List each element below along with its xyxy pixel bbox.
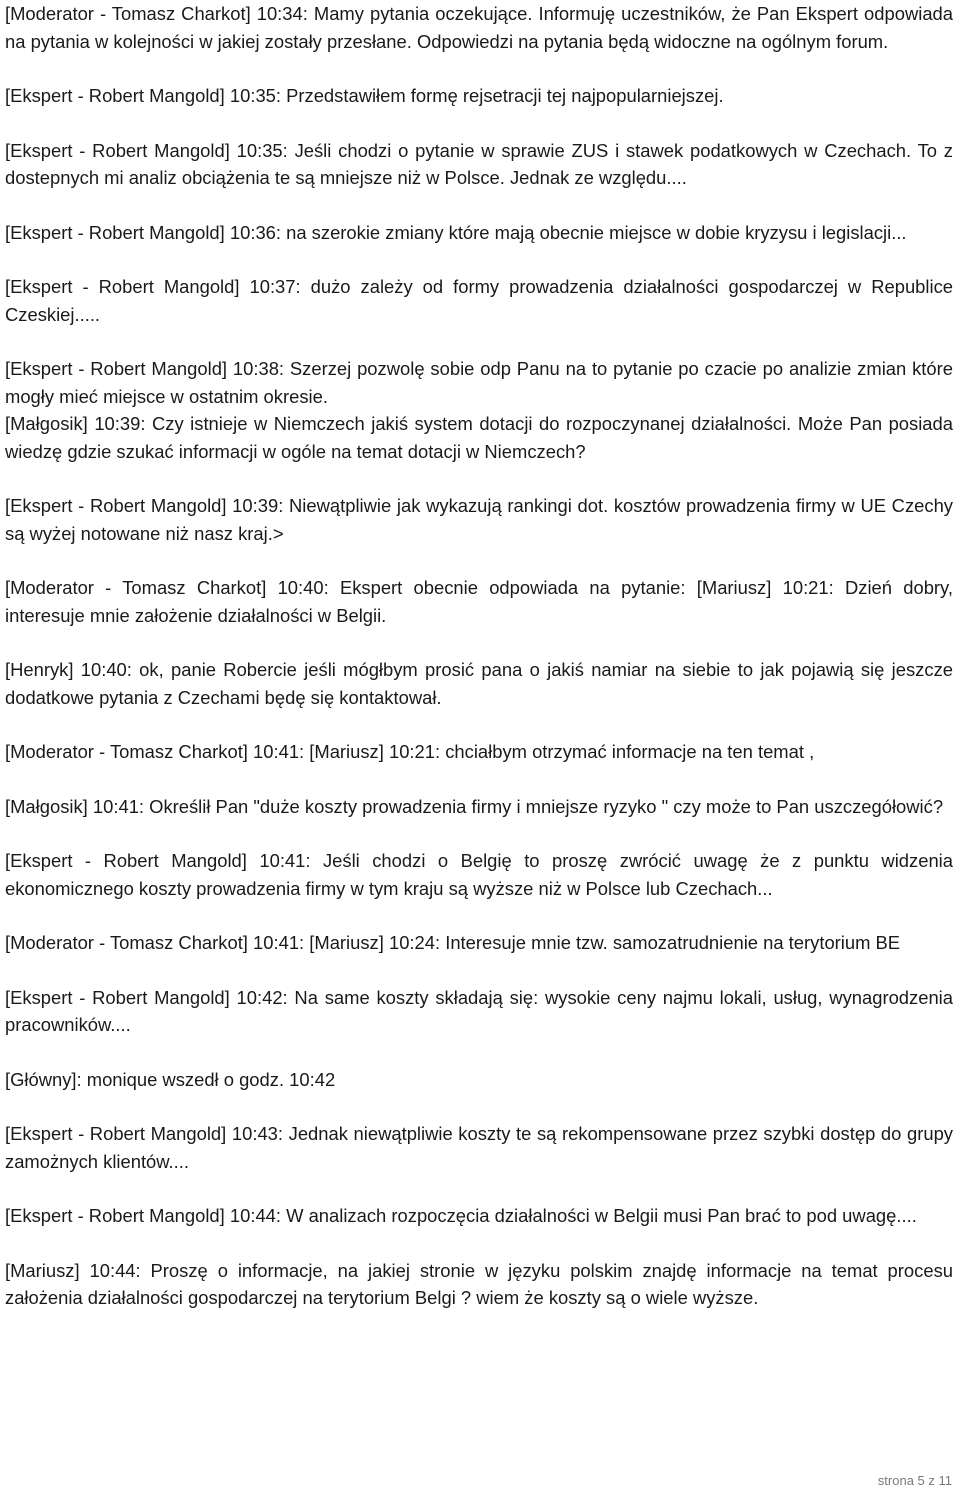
chat-entry: [Ekspert - Robert Mangold] 10:36: na szerokie zmiany które mają obecnie miejsce w dobie kryzysu i legislacji... xyxy=(5,221,907,243)
chat-entry: [Główny]: monique wszedł o godz. 10:42 xyxy=(5,1068,336,1090)
chat-entry: [Moderator - Tomasz Charkot] 10:40: Ekspert obecnie odpowiada na pytanie: [Mariusz] 10:21: Dzień dobry, interesuje mnie założenie działalności w Belgii. xyxy=(5,577,953,626)
page-number: strona 5 z 11 xyxy=(877,1473,952,1488)
chat-entry: [Moderator - Tomasz Charkot] 10:34: Mamy pytania oczekujące. Informuję uczestników, że Pan Ekspert odpowiada na pytania w kolejności w jakiej zostały przesłane. Odpowiedzi na pytania będą widoczne na ogólnym forum. xyxy=(5,3,953,52)
chat-entry: [Ekspert - Robert Mangold] 10:38: Szerzej pozwolę sobie odp Panu na to pytanie po czacie po analizie zmian które mogły mieć miejsce w ostatnim okresie. xyxy=(5,358,953,407)
chat-entry: [Małgosik] 10:39: Czy istnieje w Niemczech jakiś system dotacji do rozpoczynanej działalności. Może Pan posiada wiedzę gdzie szukać informacji w ogóle na temat dotacji w Niemczech? xyxy=(5,413,953,462)
chat-entry: [Moderator - Tomasz Charkot] 10:41: [Mariusz] 10:24: Interesuje mnie tzw. samozatrudnienie na terytorium BE xyxy=(5,932,901,953)
chat-entry: [Ekspert - Robert Mangold] 10:35: Jeśli chodzi o pytanie w sprawie ZUS i stawek podatkowych w Czechach. To z dostepnych mi analiz obciążenia te są mniejsze niż w Polsce. Jednak ze względu.... xyxy=(5,139,953,188)
chat-entry: [Ekspert - Robert Mangold] 10:37: dużo zależy od formy prowadzenia działalności gospodarczej w Republice Czeskiej..... xyxy=(5,276,953,325)
chat-entry: [Ekspert - Robert Mangold] 10:44: W analizach rozpoczęcia działalności w Belgii musi Pan brać to pod uwagę.... xyxy=(5,1205,917,1226)
chat-entry: [Henryk] 10:40: ok, panie Robercie jeśli mógłbym prosić pana o jakiś namiar na siebie to jak pojawią się jeszcze dodatkowe pytania z Czechami będę się kontaktował. xyxy=(5,659,953,708)
chat-entry: [Ekspert - Robert Mangold] 10:41: Jeśli chodzi o Belgię to proszę zwrócić uwagę że z punktu widzenia ekonomicznego koszty prowadzenia firmy w tym kraju są wyższe niż w Polsce lub Czechach... xyxy=(5,850,953,899)
chat-entry: [Małgosik] 10:41: Określił Pan "duże koszty prowadzenia firmy i mniejsze ryzyko " czy może to Pan uszczegółowić? xyxy=(5,795,944,817)
chat-entry: [Ekspert - Robert Mangold] 10:35: Przedstawiłem formę rejsetracji tej najpopularniejszej. xyxy=(5,85,724,106)
chat-entry: [Ekspert - Robert Mangold] 10:39: Niewątpliwie jak wykazują rankingi dot. kosztów prowadzenia firmy w UE Czechy są wyżej notowane niż nasz kraj.> xyxy=(5,495,953,544)
chat-entry: [Moderator - Tomasz Charkot] 10:41: [Mariusz] 10:21: chciałbym otrzymać informacje na ten temat , xyxy=(5,741,815,762)
chat-entry: [Ekspert - Robert Mangold] 10:43: Jednak niewątpliwie koszty te są rekompensowane przez szybki dostęp do grupy zamożnych klientów.... xyxy=(5,1123,953,1172)
chat-entry: [Mariusz] 10:44: Proszę o informacje, na jakiej stronie w języku polskim znajdę informacje na temat procesu założenia działalności gospodarczej na terytorium Belgi ? wiem że koszty są o wiele wyższe. xyxy=(5,1259,953,1308)
chat-transcript xyxy=(5,0,953,1312)
chat-entry: [Ekspert - Robert Mangold] 10:42: Na same koszty składają się: wysokie ceny najmu lokali, usług, wynagrodzenia pracowników.... xyxy=(5,986,953,1035)
